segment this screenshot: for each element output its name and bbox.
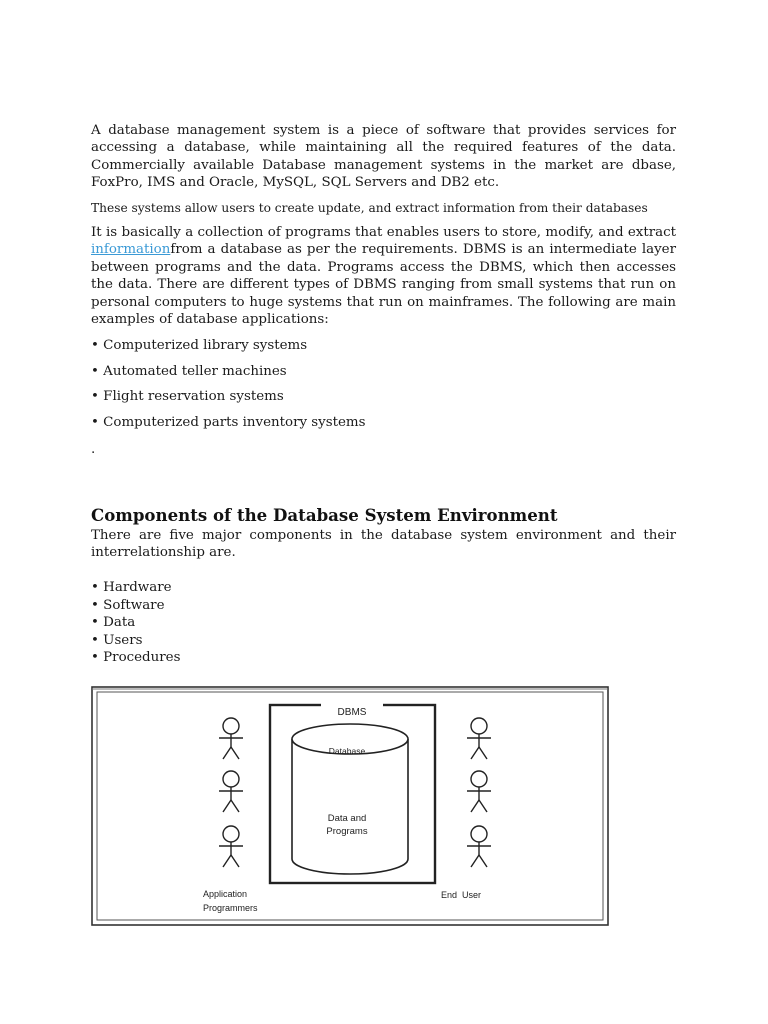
app-programmers-label-2: Programmers [203,903,258,913]
app-programmers-label-1: Application [203,889,248,899]
dbms-label: DBMS [337,707,367,718]
programmer-figure [219,771,243,812]
components-list [91,579,180,667]
list-item: • Flight reservation systems [91,389,284,405]
dbms-paragraph-start: It is basically a collection of programs that enables users to store, modify, and extract [91,225,676,240]
end-user-label: End User [441,890,482,900]
end-user-figure [467,826,491,867]
list-item: • Users [91,632,143,648]
components-intro: There are five major components in the database system environment and their interrelationship are. [91,528,676,561]
list-item: • Computerized parts inventory systems [91,414,366,430]
end-user-figure [467,771,491,812]
dbms-paragraph [91,224,676,328]
systems-paragraph: These systems allow users to create update, and extract information from their databases [91,201,648,215]
list-item: • Computerized library systems [91,338,308,353]
end-user-figure [467,718,491,759]
programmer-figure [219,718,243,759]
stray-dot: . [91,442,96,457]
intro-paragraph: A database management system is a piece of software that provides services for accessing a database, while maintaining all the required features of the data. Commercially available Database management systems in the market are dbase, FoxPro, IMS and Oracle, MySQL, SQL Servers and DB2 etc. [91,123,676,191]
list-item: • Software [91,597,165,613]
list-item: • Hardware [91,580,172,595]
list-item: • Automated teller machines [91,363,287,379]
dbms-environment-diagram [90,684,610,928]
section-heading: Components of the Database System Environment [91,505,558,525]
dbms-paragraph-rest: from a database as per the requirements. DBMS is an intermediate layer between programs and the data. Programs access the DBMS, which then accesses the data. There are different types of DBMS ranging from small systems that run on personal computers to huge systems that run on mainframes. The following are main examples of database applications: [91,242,676,328]
programmer-figure [219,826,243,867]
database-label: Database [328,746,366,756]
list-item: • Data [91,615,136,631]
data-programs-label-1: Data and [327,813,367,824]
information-link[interactable]: information [91,242,171,258]
data-programs-label-2: Programs [326,826,368,837]
examples-list [91,337,366,439]
list-item: • Procedures [91,650,181,666]
